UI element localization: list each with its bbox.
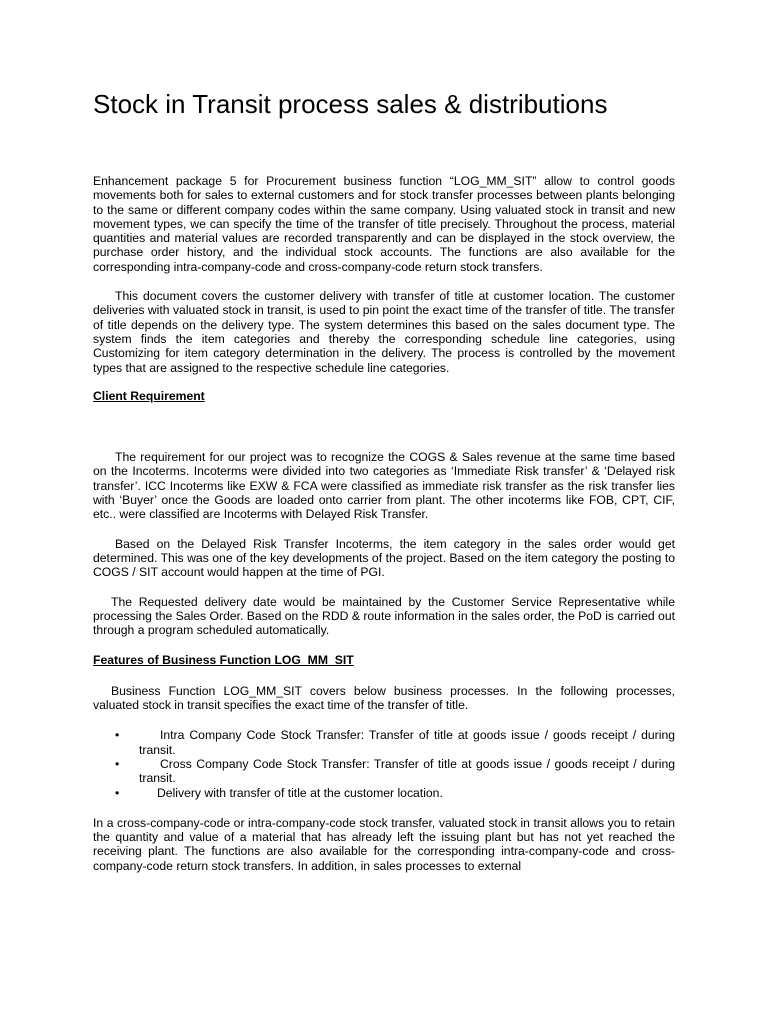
paragraph-intro: Enhancement package 5 for Procurement business function “LOG_MM_SIT” allow to control goods movements both for sales to external customers and for stock transfer processes between plants belonging to the same or different company codes within the same company. Using valuated stock in transit and new movement types, we can specify the time of the transfer of title precisely. Throughout the process, material quantities and material values are recorded transparently and can be displayed in the stock overview, the purchase order history, and the individual stock accounts. The functions are also available for the corresponding intra-company-code and cross-company-code return stock transfers. [93, 174, 675, 274]
list-item-text: Cross Company Code Stock Transfer: Transfer of title at goods issue / goods receipt / during transit. [139, 756, 675, 786]
document-title: Stock in Transit process sales & distributions [93, 89, 608, 119]
paragraph-requested-delivery: The Requested delivery date would be maintained by the Customer Service Representative while processing the Sales Order. Based on the RDD & route information in the sales order, the PoD is carried out through a program scheduled automatically. [93, 594, 675, 638]
paragraph-business-function: Business Function LOG_MM_SIT covers below business processes. In the following processes, valuated stock in transit specifies the exact time of the transfer of title. [93, 683, 675, 713]
paragraph-requirement: The requirement for our project was to recognize the COGS & Sales revenue at the same time based on the Incoterms. Incoterms were divided into two categories as ‘Immediate Risk transfer’ & ‘Delayed risk transfer’. ICC Incoterms like EXW & FCA were classified as immediate risk transfer as the risk transfer lies with ‘Buyer’ once the Goods are loaded onto carrier from plant. The other incoterms like FOB, CPT, CIF, etc.. were classified are Incoterms with Delayed Risk Transfer. [93, 450, 675, 522]
list-item [93, 728, 675, 757]
bullet-list [93, 728, 675, 799]
bullet-icon: • [115, 728, 120, 743]
list-item [93, 757, 675, 786]
paragraph-stock-transfer: In a cross-company-code or intra-company-code stock transfer, valuated stock in transit allows you to retain the quantity and value of a material that has already left the issuing plant but has not yet reached the receiving plant. The functions are also available for the corresponding intra-company-code and cross-company-code return stock transfers. In addition, in sales processes to external [93, 815, 675, 873]
paragraph-scope: This document covers the customer delivery with transfer of title at customer location. The customer deliveries with valuated stock in transit, is used to pin point the exact time of the transfer of title. The transfer of title depends on the delivery type. The system determines this based on the sales document type. The system finds the item categories and thereby the corresponding schedule line categories, using Customizing for item category determination in the delivery. The process is controlled by the movement types that are assigned to the respective schedule line categories. [93, 289, 675, 375]
document-page [93, 88, 675, 873]
list-item [93, 786, 675, 800]
bullet-icon: • [115, 756, 120, 771]
list-item-text: Delivery with transfer of title at the customer location. [157, 785, 443, 800]
section-heading-features: Features of Business Function LOG_MM_SIT [93, 653, 354, 668]
bullet-icon: • [115, 785, 120, 800]
section-heading-client-requirement: Client Requirement [93, 388, 205, 403]
paragraph-delayed-risk: Based on the Delayed Risk Transfer Incoterms, the item category in the sales order would get determined. This was one of the key developments of the project. Based on the item category the posting to COGS / SIT account would happen at the time of PGI. [93, 536, 675, 580]
list-item-text: Intra Company Code Stock Transfer: Transfer of title at goods issue / goods receipt / during transit. [139, 728, 675, 757]
